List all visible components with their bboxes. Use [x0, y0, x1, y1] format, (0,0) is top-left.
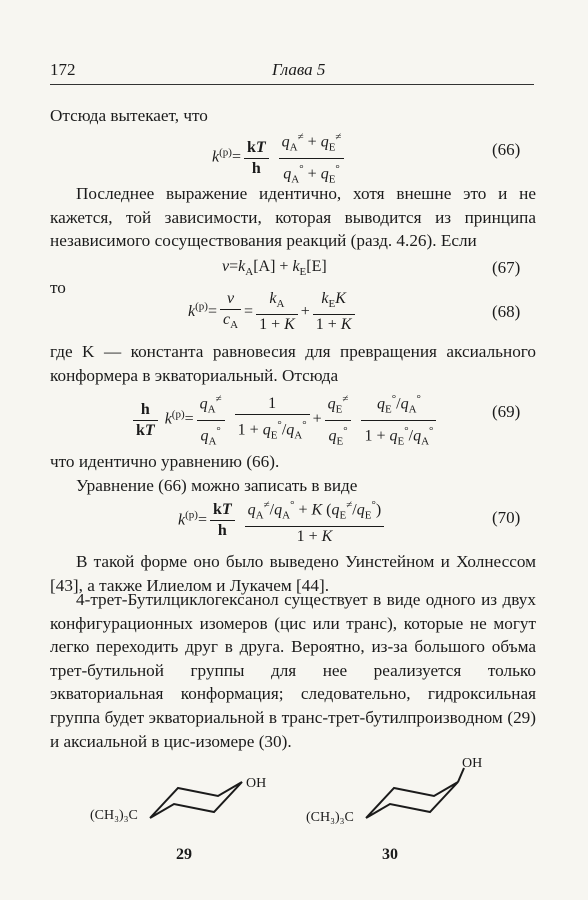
- paragraph-1: Отсюда вытекает, что: [50, 106, 208, 125]
- equation-number-68: (68): [492, 302, 521, 321]
- structure-30-label: 30: [382, 846, 398, 863]
- paragraph-2: Последнее выражение идентично, хотя внешне это и не кажется, той зависимости, которая выводится из принципа независимого сосуществования реакций (разд. 4.26). Если: [50, 184, 536, 251]
- structure-29-ring: [140, 768, 250, 828]
- equation-number-70: (70): [492, 508, 521, 527]
- paragraph-8: 4-трет-Бутилциклогексанол существует в виде одного из двух конфигурационных изомеров (цис или транс), которые не могут легко переходить друг в друга. Вероятно, из-за большого объма трет-бутильной группы для нее реализуется только экваториальная конформация; следовательно, гидроксильная группа будет экваториальной в транс-трет-бутилпроизводном (29) и аксиальной в цис-изомере (30).: [50, 590, 536, 751]
- equation-68: $k^{(p)}=$ $\frac{v}{c_A}$ = $\frac{k_A}{1 + K}$ + $\frac{k_EK}{1 + K}$: [188, 290, 358, 334]
- structure-30-ring: [356, 764, 466, 828]
- paragraph-5: что идентично уравнению (66).: [50, 452, 280, 471]
- equation-69: $\frac{h}{kT}$ $k^{(p)}=$ $\frac{q_A^\ne}{q_A^\circ}$ $\frac{1}{1 + q_E^\circ/q_A^\circ}$ + $\frac{q_E^\ne}{q_E^\circ}$ $\frac{q_E^\circ/q_A^\circ}{1 + q_E^\circ/q_A^\circ}$: [130, 390, 439, 450]
- structure-30-substituent: (CH₃)₃C: [306, 810, 354, 825]
- equation-number-69: (69): [492, 402, 521, 421]
- equation-66: $k^{(p)}=$ $\frac{kT}{h}$ $\frac{q_A^\ne + q_E^\ne}{q_A^\circ + q_E^\circ}$: [212, 128, 347, 188]
- structure-29-substituent: (CH₃)₃C: [90, 808, 138, 823]
- structure-29-label: 29: [176, 846, 192, 863]
- paragraph-4: где K — константа равновесия для превращения аксиального конформера в экваториальный. Отсюда: [50, 342, 536, 385]
- paragraph-3: то: [50, 278, 66, 297]
- header-rule: [50, 84, 534, 85]
- running-head: Глава 5: [272, 60, 326, 79]
- equation-number-66: (66): [492, 140, 521, 159]
- equation-70: $k^{(p)}=$ $\frac{kT}{h}$ $\frac{q_A^\ne/q_A^\circ + K (q_E^\ne/q_E^\circ)}{1 + K}$: [178, 496, 387, 546]
- paragraph-6: Уравнение (66) можно записать в виде: [76, 476, 358, 495]
- paragraph-7: В такой форме оно было выведено Уинстейном и Холнессом [43], а также Илиелом и Лукачем [44].: [50, 552, 536, 595]
- equation-number-67: (67): [492, 258, 521, 277]
- structure-30-group: OH: [462, 756, 483, 771]
- equation-67: $v=k_A[A] + k_E[E]$: [222, 258, 327, 279]
- page-number: 172: [50, 60, 76, 79]
- structure-29-group: OH: [246, 776, 267, 791]
